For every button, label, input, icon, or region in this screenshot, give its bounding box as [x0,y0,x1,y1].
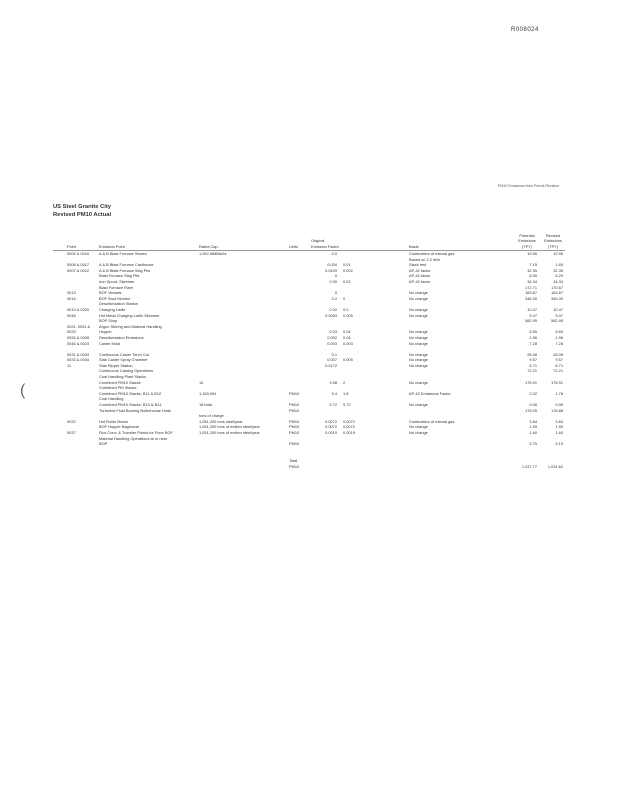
cell-source: Flux Conv. & Transfer Points for Floor BOF [99,430,173,435]
cell-tpy-before: 1,037.77 [521,463,537,469]
cell-factor: 0.0072 [325,418,337,424]
cell-basis: No change [409,402,428,408]
col-header-emission-factor: Original Emission Factor [311,238,339,249]
cell-factor: 0.03 [329,329,337,335]
cell-limit: 1.8 [343,390,349,396]
cell-capacity: 1,183,904 [199,390,217,396]
cell-units: PM10 [289,402,300,408]
cell-basis: No change [409,424,428,430]
cell-limit: 9.72 [343,402,351,408]
cell-tpy-after: 1.65 [555,262,563,268]
cell-source: Combined PM10 Stacks [99,379,141,385]
col-header-point: Point [67,243,76,249]
cell-source: BOF Roof Monitor [99,295,131,301]
cell-source: BOF Vessels [99,290,122,296]
cell-basis: Combustion of natural gas [409,251,455,256]
cell-tpy-after: 6.29 [555,273,563,279]
cell-factor: 0.0072 [325,424,337,430]
cell-factor: 0.003 [327,340,337,346]
cell-capacity: tons of charge [199,413,224,419]
cell-tpy-before: 9.57 [529,357,537,363]
cell-source: Continuous Casting Operations [99,368,154,374]
cell-tpy-before: 582.95 [525,318,537,324]
cell-point: 0026 & 0028 [67,334,90,340]
cell-tpy-before: 28.08 [527,351,537,357]
cell-source: Caster Mold [99,340,120,346]
cell-source: A & B Blast Furnace Stoves [99,251,147,256]
cell-limit: 0.04 [343,329,351,335]
cell-tpy-before: 172.71 [525,284,537,290]
cell-basis: No change [409,312,428,318]
facility-title: US Steel Granite City [53,204,111,210]
cell-limit: 0.005 [343,312,353,318]
cell-basis: Based on 2.2 lb/hr [409,256,441,262]
cell-tpy-after: 32.35 [553,267,563,273]
cell-limit: 0.04 [343,334,351,340]
cell-units: PM10 [289,441,300,447]
cell-tpy-after: 5.19 [555,441,563,447]
cell-source: Blast Furnace Slag Pits [99,273,140,279]
cell-basis: AP-42 factor [409,267,431,273]
cell-point: 0031 & 0034 [67,351,90,357]
cell-source: Turbulent Fluid Burning Boilerhouse Units [99,407,171,413]
cell-tpy-before: 8.71 [529,362,537,368]
cell-point: 0006 & 0017 [67,262,90,268]
cell-tpy-after: 176.88 [551,407,563,413]
cell-units: PM10 [289,430,300,435]
cell-point: 11 [67,362,72,368]
cell-tpy-after: 170.67 [551,284,563,290]
cell-units: PM10 [289,407,300,413]
cell-tpy-before: 72.21 [527,368,537,374]
cell-capacity: 1,050 MMBtu/hr [199,251,227,256]
cell-capacity: 10 [199,379,204,385]
cell-limit: 0.0 [343,306,349,312]
document-subtitle: Revised PM10 Actual [53,212,112,218]
cell-point: 0048 [67,312,76,318]
cell-basis: No change [409,351,428,357]
cell-basis: No change [409,379,428,385]
cell-source: Combined PM Stacks [99,385,137,391]
cell-basis: No change [409,357,428,363]
cell-basis: No change [409,306,428,312]
cell-source: Charging Ladle [99,306,126,312]
cell-units: PM10 [289,418,300,424]
cell-factor: 0.0019 [325,430,337,435]
cell-tpy-after: 3.84 [555,418,563,424]
cell-tpy-before: 163.87 [525,290,537,296]
table-header [53,228,565,251]
cell-limit: 0.0072 [343,418,355,424]
cell-source: Material Handling Operations at or near [99,435,168,441]
cell-source: Slab Caster Spray Chamber [99,357,148,363]
cell-tpy-after: 1,031.62 [547,463,563,469]
cell-limit: 2 [343,379,346,385]
cell-tpy-before: 1.99 [529,424,537,430]
cell-tpy-after: 582.95 [551,318,563,324]
cell-tpy-after: 0.06 [555,402,563,408]
cell-basis: AP-42 factor [409,273,431,279]
cell-tpy-before: 1.96 [529,334,537,340]
cell-source: Hopper [99,329,112,335]
header-note: PM10 Emissions from Permit Revision [498,184,560,188]
cell-tpy-before: 32.35 [527,267,537,273]
cell-basis: No change [409,290,428,296]
cell-point: 0033 & 0034 [67,357,90,363]
cell-factor: 0.034 [327,262,337,268]
cell-tpy-before: 19.96 [527,251,537,256]
cell-tpy-before: 5.75 [529,441,537,447]
cell-factor: 5.4 [331,390,337,396]
col-header-units: Units [289,243,298,249]
cell-limit: 0.0019 [343,430,355,435]
cell-limit: 0.0072 [343,424,355,430]
cell-source: Blast Furnace Flare [99,284,133,290]
cell-tpy-after: 34.34 [553,278,563,284]
cell-tpy-after: 8.71 [555,362,563,368]
cell-source: Hot Roller Boxes [99,418,129,424]
cell-point: 0021, 0024 & [67,323,91,329]
cell-source: A & B Blast Furnace Slag Pits [99,267,151,273]
cell-basis: AP-42 factor [409,278,431,284]
cell-point: 0025 [67,329,76,335]
col-header-tpy-after: Revised Emissions (TPY) [544,233,562,249]
cell-factor: 0 [334,273,337,279]
cell-limit: 0 [343,295,346,301]
cell-basis: No change [409,329,428,335]
cell-tpy-before: 175.91 [525,379,537,385]
cell-point: 0019 & 0020 [67,306,90,312]
col-header-tpy-before: Potential Emissions (TPY) [518,233,536,249]
cell-tpy-after: 9.47 [555,312,563,318]
cell-factor: 0.2 [331,295,337,301]
cell-limit: 0.02 [343,278,351,284]
cell-point: 0014 [67,295,76,301]
cell-factor: 9.72 [329,402,337,408]
cell-point: 0005 & 0016 [67,251,90,256]
cell-tpy-after: 163.87 [551,290,563,296]
cell-point: 0013 [67,290,76,296]
cell-factor: 0.05 [329,278,337,284]
cell-units: Total [289,457,298,463]
cell-units: PM10 [289,390,300,396]
cell-tpy-before: 178.05 [525,407,537,413]
cell-limit: 0.002 [343,267,353,273]
cell-source: Desulfurization Station [99,301,138,307]
table-row [53,464,565,470]
cell-limit: 0.005 [343,357,353,363]
cell-limit: 0.003 [343,340,353,346]
cell-tpy-before: 6.30 [529,273,537,279]
document-stamp: R008024 [511,27,539,33]
cell-source: Continuous Caster Torch Cut [99,351,149,357]
cell-tpy-after: 7.28 [555,340,563,346]
col-header-basis: Basis [409,243,419,249]
cell-factor: 0.007 [327,357,337,363]
cell-source: BOP Shop [99,318,118,324]
cell-factor: 0.0063 [325,312,337,318]
cell-limit: 0.01 [343,262,351,268]
cell-tpy-after: 28.08 [553,351,563,357]
emissions-table [53,228,565,469]
cell-source: Argon Stirring and Material Handling [99,323,162,329]
cell-capacity: 1,051,200 tons steel/year [199,418,243,424]
margin-bracket: ( [20,382,26,399]
cell-tpy-after: 1.78 [555,390,563,396]
cell-point: 0037 [67,430,76,435]
cell-tpy-after: 6.65 [555,329,563,335]
cell-capacity: 1,051,200 tons of molten steel/year [199,424,260,430]
cell-basis: No change [409,295,428,301]
cell-point: 0022 [67,418,76,424]
cell-source: Iron Spout, Skimmer [99,278,135,284]
cell-basis: No change [409,430,428,435]
cell-source: Desulfurization Emissions [99,334,144,340]
cell-source: Slab Ripper Station [99,362,133,368]
cell-tpy-after: 346.30 [551,295,563,301]
cell-source: A & B Blast Furnace Casthouse [99,262,154,268]
cell-basis: Combustion of natural gas [409,418,455,424]
cell-tpy-after: 19.96 [553,251,563,256]
cell-tpy-before: 6.65 [529,329,537,335]
cell-source: Hot Metal Charging Ladle Skimmer [99,312,160,318]
cell-basis: No change [409,362,428,368]
cell-tpy-before: 1.60 [529,430,537,435]
cell-capacity: 16 total [199,402,212,408]
cell-factor: 0.0172 [325,362,337,368]
cell-tpy-after: 9.57 [555,357,563,363]
cell-factor: 0 [334,290,337,296]
cell-tpy-before: 2.02 [529,390,537,396]
col-header-capacity: Rated Cap. [199,243,219,249]
cell-factor: 3.98 [329,379,337,385]
cell-factor: 0.002 [327,334,337,340]
cell-basis: AP-42 Emissions Factor [409,390,451,396]
cell-tpy-before: 7.28 [529,340,537,346]
cell-source: Coal Handling Plant Stacks [99,374,147,380]
cell-units: PM10 [289,463,300,469]
cell-tpy-before: 9.47 [529,312,537,318]
cell-tpy-after: 10.47 [553,306,563,312]
cell-tpy-after: 72.21 [553,368,563,374]
col-header-source: Emission Point [99,243,125,249]
cell-source: BOF Hopper Baghouse [99,424,140,430]
cell-source: Combined PM10 Stacks, B13 & B14 [99,402,162,408]
cell-factor: 0.1 [331,351,337,357]
cell-basis: No change [409,334,428,340]
cell-tpy-before: 3.84 [529,418,537,424]
cell-factor: 0.02 [329,306,337,312]
cell-tpy-before: 0.06 [529,402,537,408]
cell-tpy-before: 346.30 [525,295,537,301]
cell-tpy-after: 1.96 [555,334,563,340]
cell-factor: 0.0109 [325,267,337,273]
cell-source: Coal Handling [99,396,124,402]
cell-units: PM10 [289,424,300,430]
cell-capacity: 1,051,200 tons of molten steel/year [199,430,260,435]
cell-tpy-before: 7.15 [529,262,537,268]
cell-tpy-after: 1.60 [555,430,563,435]
cell-point: 0046 & 0023 [67,340,90,346]
cell-tpy-before: 34.34 [527,278,537,284]
cell-tpy-after: 1.99 [555,424,563,430]
cell-factor: 0.0 [331,251,337,256]
cell-point: 0007 & 0012 [67,267,90,273]
table-body [53,251,565,469]
cell-basis: Stack test [409,262,427,268]
cell-basis: No change [409,340,428,346]
cell-tpy-after: 175.91 [551,379,563,385]
cell-source: Combined PM10 Stacks, B11 & B12 [99,390,162,396]
cell-source: BOP [99,441,108,447]
cell-tpy-before: 10.47 [527,306,537,312]
